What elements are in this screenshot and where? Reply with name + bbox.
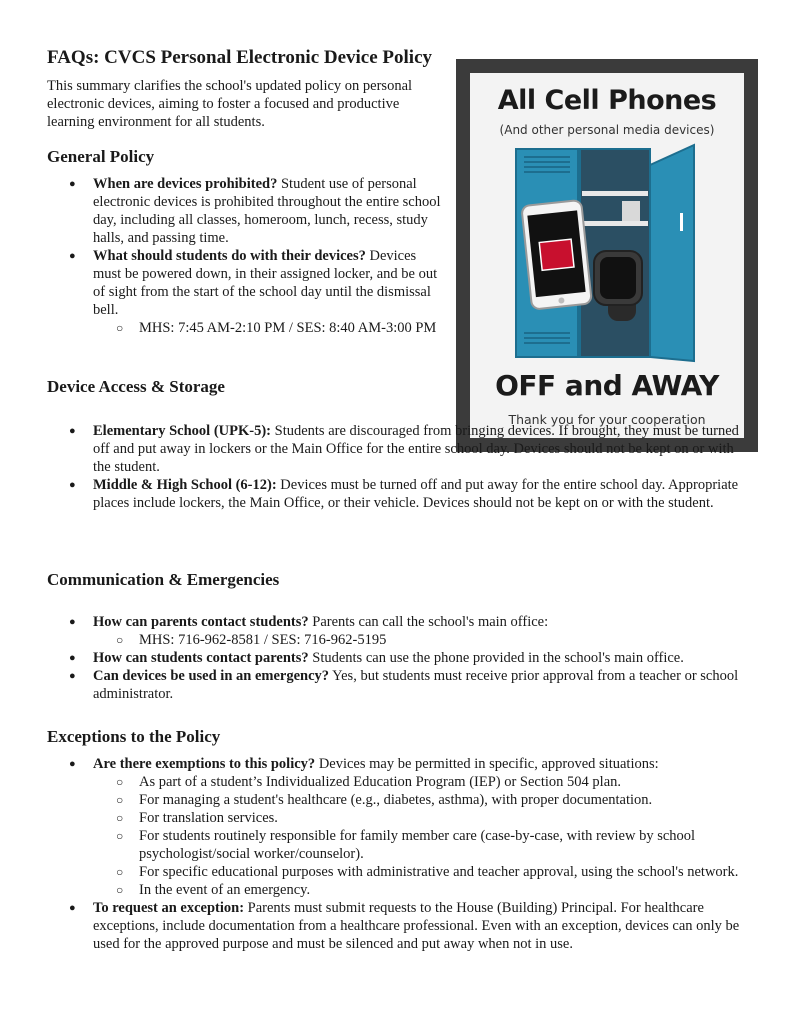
access-list: [47, 422, 747, 512]
general-policy-list: [47, 175, 447, 337]
section-heading-exceptions: Exceptions to the Policy: [47, 727, 221, 746]
sub-list-item: ○ As part of a student’s Individualized Education Program (IEP) or Section 504 plan.: [93, 773, 739, 791]
sub-list-item: ○ For managing a student's healthcare (e.g., diabetes, asthma), with proper documentation.: [93, 791, 739, 809]
sub-list-item: ○ For translation services.: [93, 809, 739, 827]
sub-list-item: ○ For students routinely responsible for family member care (case-by-case, with review by school psychologist/social worker/counselor).: [93, 827, 739, 863]
list-item: ● Elementary School (UPK-5): Students are discouraged from bringing devices. If brought, they must be turned off and put away in lockers or the Main Office for the entire school day. Devices should not be kept on or with the student.: [47, 422, 747, 476]
poster-thanks: Thank you for your cooperation: [508, 412, 706, 427]
sub-list-item: ○ In the event of an emergency.: [93, 881, 739, 899]
exceptions-list: [47, 755, 747, 953]
poster-title: All Cell Phones: [497, 85, 717, 116]
poster-slogan: OFF and AWAY: [495, 369, 719, 402]
section-heading-access: Device Access & Storage: [47, 377, 225, 396]
intro-paragraph: This summary clarifies the school's updated policy on personal electronic devices, aiming to foster a focused and productive learning environment for all students.: [47, 78, 413, 130]
poster-image: [456, 59, 758, 452]
list-item: ● Can devices be used in an emergency? Yes, but students must receive prior approval from a teacher or school administrator.: [47, 667, 747, 703]
section-heading-general: General Policy: [47, 147, 155, 166]
list-item: ● How can students contact parents? Students can use the phone provided in the school's main office.: [47, 649, 747, 667]
locker-door-open: [650, 145, 694, 361]
sub-list-item: ○ For specific educational purposes with administrative and teacher approval, using the school's network.: [93, 863, 739, 881]
locker-illustration: [510, 143, 704, 365]
poster-panel: [470, 73, 744, 438]
list-item: ● Are there exemptions to this policy? Devices may be permitted in specific, approved situations: ○ As part of a student’s Individualized Education Program (IEP) or Section 504 plan. ○ For managing a student's healthcare (e.g., diabetes, asthma), with proper documentation. ○ For translation services. ○ For students routinely responsible for family member care (case-by-case, with review by school psychologist/social worker/counselor). ○ For specific educational purposes with administrative and teacher approval, using the school's network. ○ In the event of an emergency.: [47, 755, 747, 899]
phone-icon: [521, 200, 592, 310]
list-item: ● To request an exception: Parents must submit requests to the House (Building) Principal. For healthcare exceptions, include documentation from a healthcare professional. Even with an exception, devices can only be used for the approved purpose and must be silenced and put away when not in use.: [47, 899, 747, 953]
sub-list-item: ○ MHS: 7:45 AM-2:10 PM / SES: 8:40 AM-3:00 PM: [93, 319, 447, 337]
sub-list-item: ○ MHS: 716-962-8581 / SES: 716-962-5195: [93, 631, 747, 649]
list-item: ● Middle & High School (6-12): Devices must be turned off and put away for the entire school day. Appropriate places include lockers, the Main Office, or their vehicle. Devices should not be kept on or with the student.: [47, 476, 747, 512]
communication-list: [47, 613, 747, 703]
page-title: FAQs: CVCS Personal Electronic Device Policy: [47, 47, 433, 68]
list-item: ● What should students do with their devices? Devices must be powered down, in their assigned locker, and be out of sight from the start of the school day until the dismissal bell. ○ MHS: 7:45 AM-2:10 PM / SES: 8:40 AM-3:00 PM: [47, 247, 447, 337]
section-heading-communication: Communication & Emergencies: [47, 570, 280, 589]
list-item: ● When are devices prohibited? Student use of personal electronic devices is prohibited throughout the entire school day, including all classes, homeroom, lunch, recess, study halls, and passing time.: [47, 175, 447, 247]
poster-subtitle: (And other personal media devices): [499, 123, 715, 137]
list-item: ● How can parents contact students? Parents can call the school's main office: ○ MHS: 716-962-8581 / SES: 716-962-5195: [47, 613, 747, 649]
